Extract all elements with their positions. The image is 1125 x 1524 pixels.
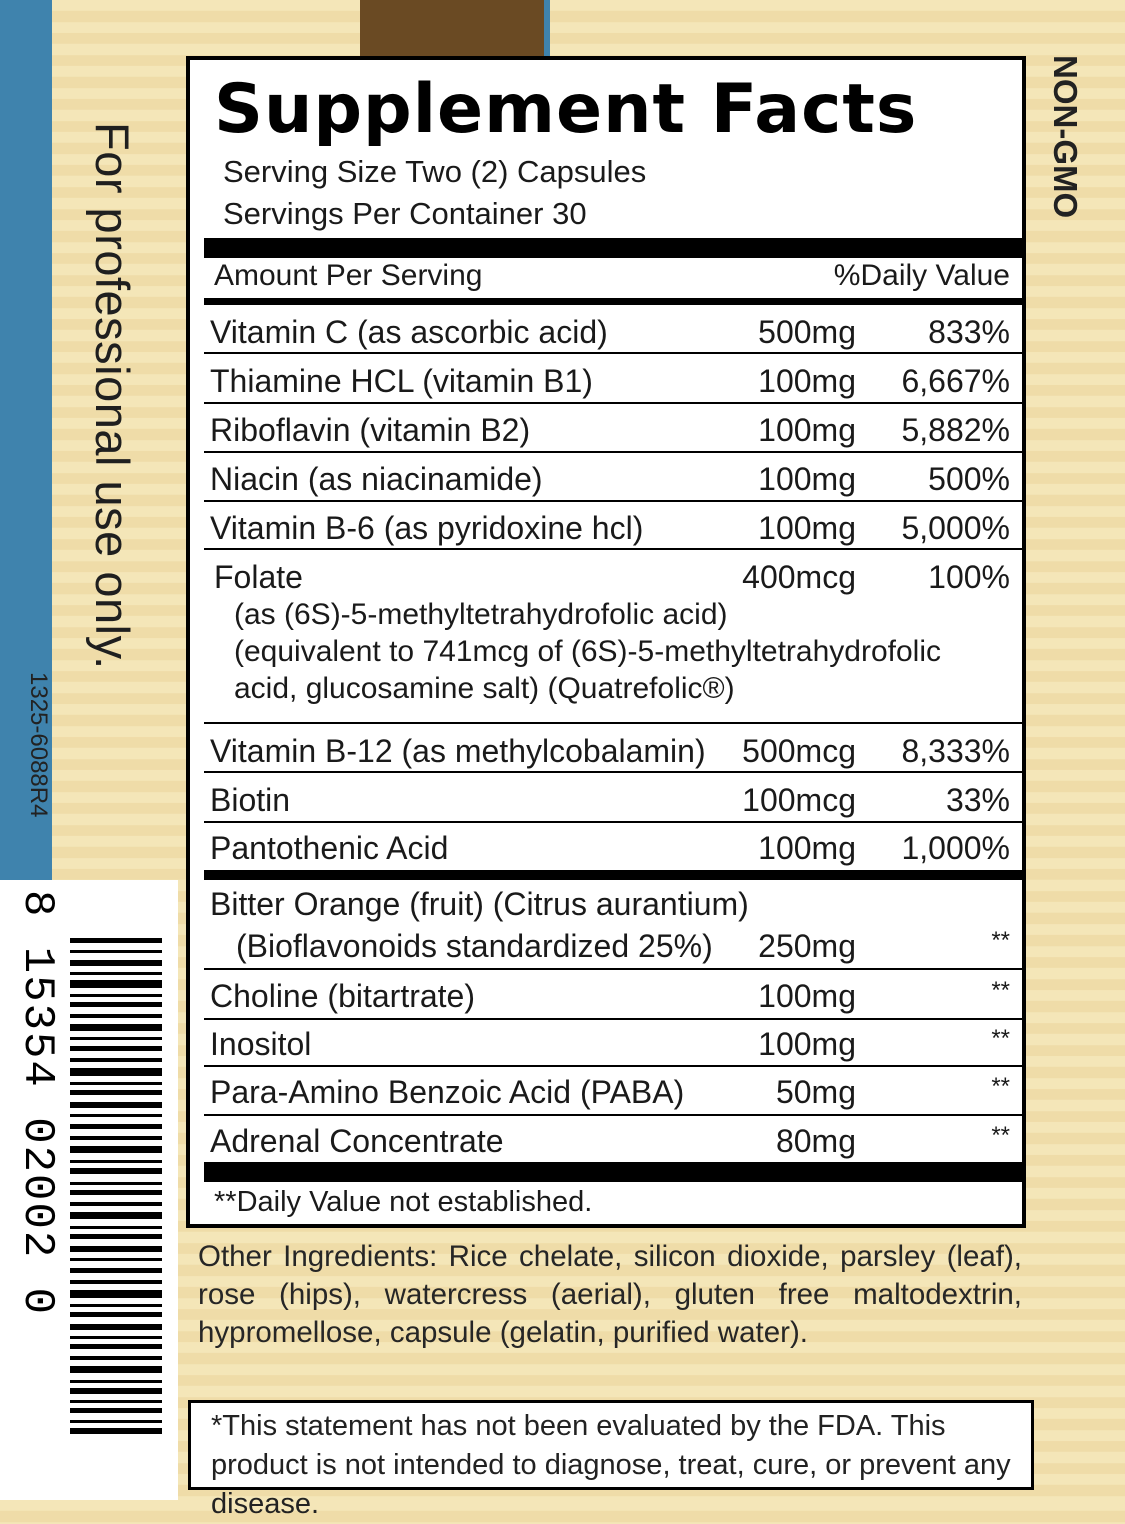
- non-gmo-label: NON-GMO: [1047, 55, 1084, 219]
- bitter-orange-dv: **: [991, 927, 1010, 954]
- ingredient-dv: **: [991, 1025, 1010, 1052]
- footnote: **Daily Value not established.: [214, 1186, 593, 1218]
- row-divider: [204, 1114, 1024, 1116]
- nutrient-name: Vitamin B-12 (as methylcobalamin): [210, 733, 706, 769]
- header-daily-value: %Daily Value: [833, 259, 1010, 292]
- nutrient-name: Vitamin C (as ascorbic acid): [210, 314, 608, 350]
- row-divider: [204, 402, 1024, 404]
- row-divider: [204, 1018, 1024, 1020]
- row-divider: [204, 451, 1024, 453]
- folate-detail: (as (6S)-5-methyltetrahydrofolic acid): [234, 598, 728, 631]
- nutrient-dv: 5,882%: [901, 412, 1010, 448]
- medium-rule: [204, 298, 1024, 305]
- top-blue-edge: [544, 0, 550, 56]
- supplement-facts-panel: [186, 56, 1026, 1228]
- row-divider: [204, 968, 1024, 970]
- nutrient-amount: 500mcg: [742, 733, 856, 769]
- fda-statement: *This statement has not been evaluated by the FDA. This product is not intended to diagnose, treat, cure, or prevent any disease.: [211, 1410, 1011, 1520]
- medium-rule: [204, 870, 1024, 880]
- barcode-digits: 8 15354 02002 0: [12, 890, 62, 1317]
- product-code: 1325-6088R4: [25, 672, 52, 818]
- servings-per-container: Servings Per Container 30: [223, 196, 587, 231]
- fda-statement-box: [188, 1400, 1034, 1520]
- row-divider: [204, 548, 1024, 550]
- nutrient-amount: 100mg: [758, 830, 856, 866]
- row-divider: [204, 352, 1024, 354]
- nutrient-amount: 100mg: [758, 363, 856, 399]
- ingredient-dv: **: [991, 1073, 1010, 1100]
- ingredient-amount: 100mg: [758, 1026, 856, 1062]
- ingredient-name: Inositol: [210, 1026, 312, 1062]
- nutrient-name: Niacin (as niacinamide): [210, 461, 543, 497]
- ingredient-amount: 100mg: [758, 978, 856, 1014]
- nutrient-amount: 100mg: [758, 412, 856, 448]
- thick-rule: [204, 238, 1024, 258]
- nutrient-amount: 500mg: [758, 314, 856, 350]
- row-divider: [204, 1065, 1024, 1067]
- folate-dv: 100%: [928, 559, 1010, 595]
- row-divider: [204, 821, 1024, 823]
- nutrient-dv: 33%: [945, 782, 1010, 818]
- nutrient-name: Riboflavin (vitamin B2): [210, 412, 531, 448]
- nutrient-dv: 5,000%: [901, 510, 1010, 546]
- row-divider: [204, 722, 1024, 724]
- thick-rule: [204, 1162, 1024, 1182]
- nutrient-amount: 100mcg: [742, 782, 856, 818]
- folate-name: Folate: [214, 559, 303, 595]
- ingredient-amount: 80mg: [775, 1123, 856, 1159]
- nutrient-name: Vitamin B-6 (as pyridoxine hcl): [210, 510, 644, 546]
- row-divider: [204, 771, 1024, 773]
- ingredient-dv: **: [991, 977, 1010, 1004]
- nutrient-name: Thiamine HCL (vitamin B1): [210, 363, 593, 399]
- serving-size: Serving Size Two (2) Capsules: [223, 154, 647, 189]
- ingredient-name: Choline (bitartrate): [210, 978, 475, 1014]
- facts-title: Supplement Facts: [214, 70, 918, 149]
- header-amount: Amount Per Serving: [214, 259, 483, 292]
- row-divider: [204, 500, 1024, 502]
- nutrient-amount: 100mg: [758, 510, 856, 546]
- nutrient-name: Pantothenic Acid: [210, 830, 449, 866]
- top-brown-tab: [360, 0, 546, 56]
- folate-detail: (equivalent to 741mcg of (6S)-5-methyltetrahydrofolic: [234, 635, 941, 668]
- nutrient-name: Biotin: [210, 782, 291, 818]
- nutrient-dv: 1,000%: [901, 830, 1010, 866]
- nutrient-dv: 6,667%: [901, 363, 1010, 399]
- professional-use-text: For professional use only.: [86, 122, 139, 670]
- ingredient-dv: **: [991, 1122, 1010, 1149]
- ingredient-name: Para-Amino Benzoic Acid (PABA): [210, 1074, 685, 1110]
- barcode-icon: [70, 938, 162, 1438]
- nutrient-dv: 833%: [928, 314, 1010, 350]
- nutrient-dv: 8,333%: [901, 733, 1010, 769]
- folate-amount: 400mcg: [742, 559, 856, 595]
- bitter-orange-name: Bitter Orange (fruit) (Citrus aurantium): [210, 886, 749, 922]
- ingredient-name: Adrenal Concentrate: [210, 1123, 504, 1159]
- nutrient-dv: 500%: [928, 461, 1010, 497]
- bitter-orange-amount: 250mg: [758, 928, 856, 964]
- other-ingredients: Other Ingredients: Rice chelate, silicon dioxide, parsley (leaf), rose (hips), watercress (aerial), gluten free maltodextrin, hypromellose, capsule (gelatin, purified water).: [198, 1240, 1022, 1349]
- bitter-orange-detail: (Bioflavonoids standardized 25%): [236, 928, 713, 964]
- nutrient-amount: 100mg: [758, 461, 856, 497]
- ingredient-amount: 50mg: [775, 1074, 856, 1110]
- folate-detail: acid, glucosamine salt) (Quatrefolic®): [234, 672, 735, 705]
